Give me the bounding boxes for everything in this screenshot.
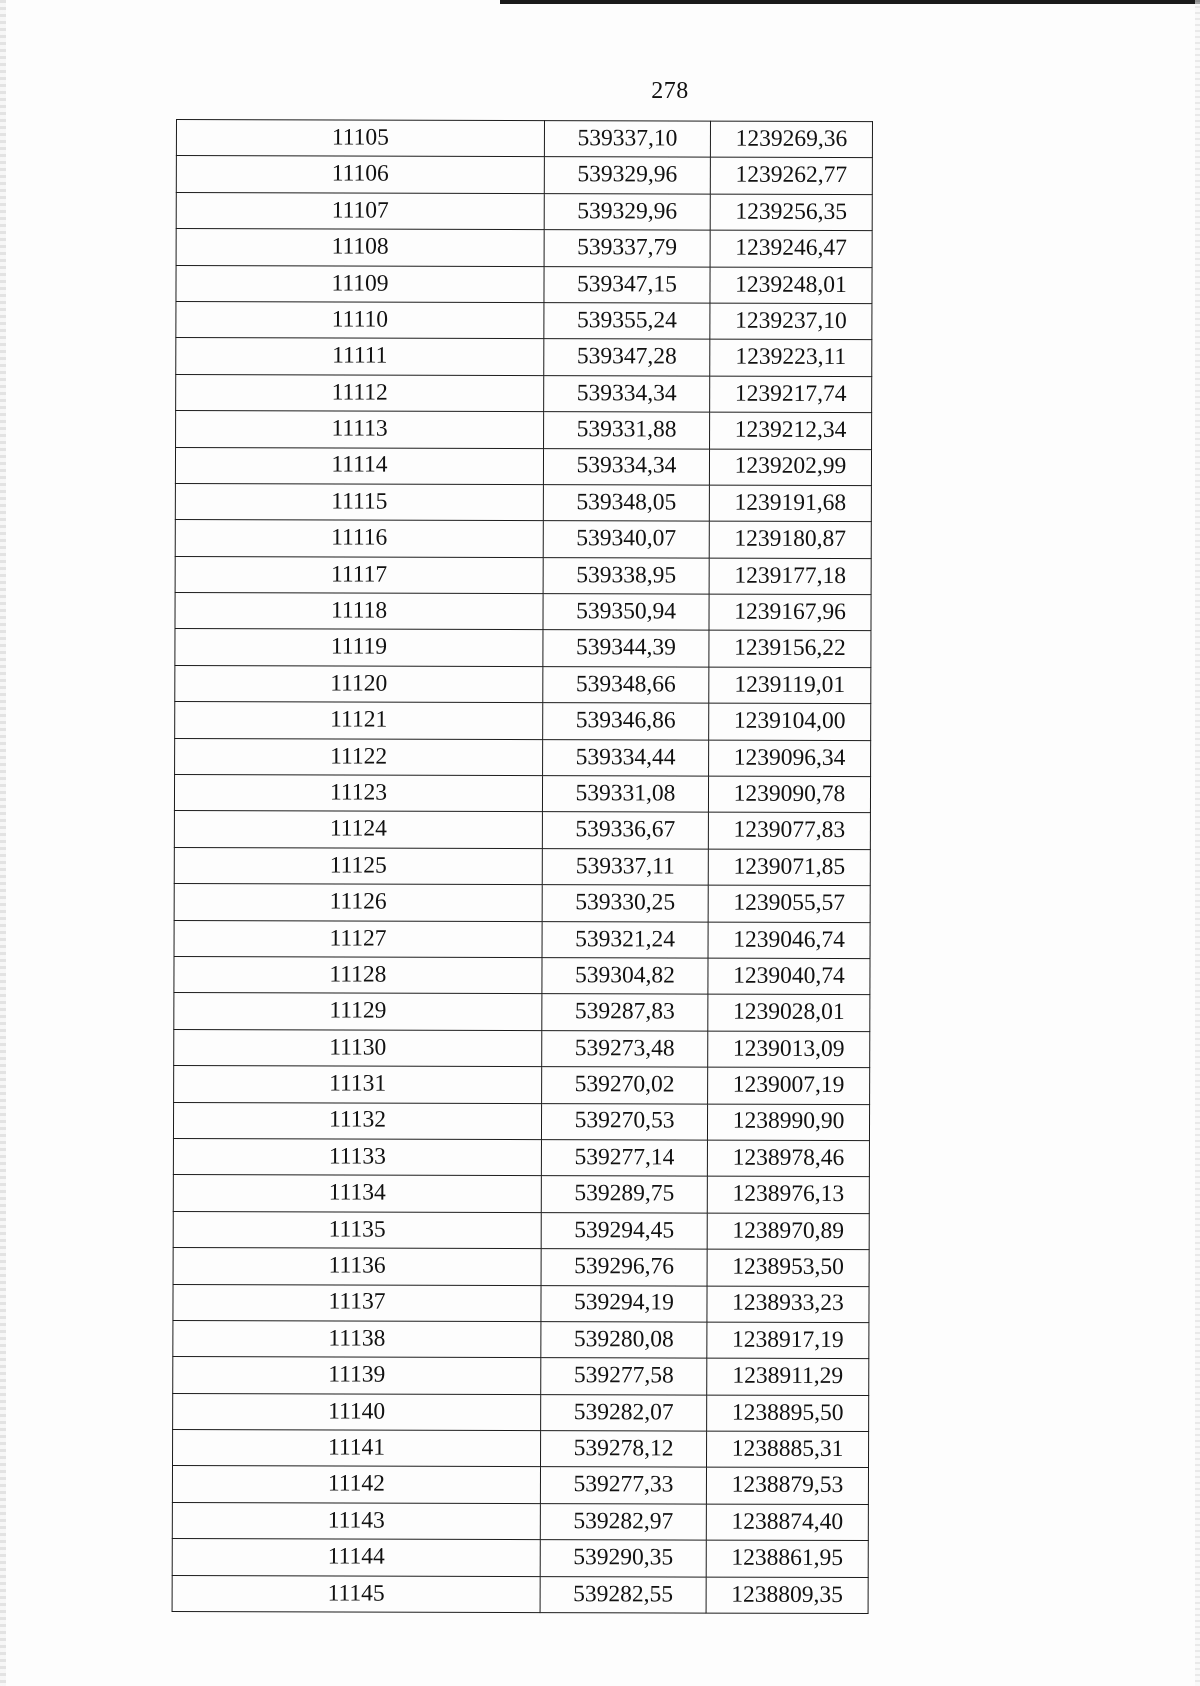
point-number-cell: 11112	[176, 374, 544, 411]
x-coordinate-cell: 539348,66	[543, 666, 709, 703]
coordinates-table	[172, 119, 873, 1614]
point-number-cell: 11108	[176, 229, 544, 266]
point-number-cell: 11122	[175, 738, 543, 775]
point-number-cell: 11111	[176, 338, 544, 375]
table-row	[175, 593, 871, 631]
point-number-cell: 11138	[173, 1320, 541, 1357]
point-number-cell: 11144	[172, 1539, 540, 1576]
table-row	[176, 156, 872, 194]
x-coordinate-cell: 539304,82	[542, 958, 708, 995]
y-coordinate-cell: 1239217,74	[710, 376, 872, 413]
point-number-cell: 11117	[175, 556, 543, 593]
x-coordinate-cell: 539270,53	[541, 1103, 707, 1140]
x-coordinate-cell: 539334,34	[544, 375, 710, 412]
x-coordinate-cell: 539329,96	[544, 193, 710, 230]
point-number-cell: 11133	[173, 1138, 541, 1175]
table-row	[173, 1284, 869, 1322]
y-coordinate-cell: 1239013,09	[708, 1031, 870, 1068]
scan-right-edge	[1195, 0, 1200, 1686]
y-coordinate-cell: 1238874,40	[706, 1504, 868, 1541]
table-row	[173, 1211, 869, 1249]
table-row	[173, 1138, 869, 1176]
point-number-cell: 11134	[173, 1175, 541, 1212]
table-row	[174, 920, 870, 958]
table-row	[176, 229, 872, 267]
y-coordinate-cell: 1239248,01	[710, 267, 872, 304]
y-coordinate-cell: 1239167,96	[709, 594, 871, 631]
x-coordinate-cell: 539287,83	[542, 994, 708, 1031]
point-number-cell: 11120	[175, 665, 543, 702]
table-row	[174, 811, 870, 849]
y-coordinate-cell: 1239040,74	[708, 958, 870, 995]
table-row	[175, 483, 871, 521]
x-coordinate-cell: 539338,95	[543, 557, 709, 594]
point-number-cell: 11113	[176, 411, 544, 448]
y-coordinate-cell: 1239096,34	[709, 740, 871, 777]
table-row	[174, 847, 870, 885]
y-coordinate-cell: 1239007,19	[708, 1067, 870, 1104]
point-number-cell: 11123	[174, 775, 542, 812]
y-coordinate-cell: 1238861,95	[706, 1540, 868, 1577]
table-row	[175, 447, 871, 485]
point-number-cell: 11106	[176, 156, 544, 193]
point-number-cell: 11109	[176, 265, 544, 302]
point-number-cell: 11124	[174, 811, 542, 848]
table-row	[174, 1029, 870, 1067]
y-coordinate-cell: 1238911,29	[707, 1358, 869, 1395]
y-coordinate-cell: 1239046,74	[708, 922, 870, 959]
y-coordinate-cell: 1238809,35	[706, 1577, 868, 1614]
x-coordinate-cell: 539296,76	[541, 1249, 707, 1286]
y-coordinate-cell: 1239077,83	[708, 813, 870, 850]
x-coordinate-cell: 539331,08	[542, 776, 708, 813]
point-number-cell: 11115	[175, 483, 543, 520]
y-coordinate-cell: 1239156,22	[709, 631, 871, 668]
point-number-cell: 11114	[175, 447, 543, 484]
table-row	[174, 775, 870, 813]
table-row	[175, 629, 871, 667]
table-row	[175, 520, 871, 558]
table-row	[174, 884, 870, 922]
x-coordinate-cell: 539329,96	[544, 157, 710, 194]
point-number-cell: 11126	[174, 884, 542, 921]
point-number-cell: 11105	[176, 120, 544, 157]
coordinates-table-body	[172, 120, 872, 1614]
x-coordinate-cell: 539321,24	[542, 921, 708, 958]
point-number-cell: 11129	[174, 993, 542, 1030]
point-number-cell: 11110	[176, 301, 544, 338]
point-number-cell: 11141	[173, 1430, 541, 1467]
x-coordinate-cell: 539336,67	[542, 812, 708, 849]
table-row	[173, 1175, 869, 1213]
y-coordinate-cell: 1238953,50	[707, 1249, 869, 1286]
table-row	[176, 265, 872, 303]
table-row	[173, 1248, 869, 1286]
table-row	[175, 665, 871, 703]
y-coordinate-cell: 1239090,78	[708, 776, 870, 813]
x-coordinate-cell: 539334,34	[543, 448, 709, 485]
x-coordinate-cell: 539350,94	[543, 594, 709, 631]
y-coordinate-cell: 1239180,87	[709, 521, 871, 558]
table-row	[176, 120, 872, 158]
table-row	[174, 956, 870, 994]
table-row	[173, 1102, 869, 1140]
x-coordinate-cell: 539331,88	[544, 412, 710, 449]
x-coordinate-cell: 539278,12	[541, 1431, 707, 1468]
table-row	[174, 1066, 870, 1104]
y-coordinate-cell: 1239177,18	[709, 558, 871, 595]
y-coordinate-cell: 1239246,47	[710, 230, 872, 267]
x-coordinate-cell: 539277,58	[541, 1358, 707, 1395]
table-row	[172, 1575, 868, 1613]
y-coordinate-cell: 1239119,01	[709, 667, 871, 704]
table-row	[176, 301, 872, 339]
x-coordinate-cell: 539290,35	[540, 1540, 706, 1577]
x-coordinate-cell: 539344,39	[543, 630, 709, 667]
point-number-cell: 11128	[174, 956, 542, 993]
point-number-cell: 11136	[173, 1248, 541, 1285]
y-coordinate-cell: 1238933,23	[707, 1286, 869, 1323]
x-coordinate-cell: 539277,33	[540, 1467, 706, 1504]
page-number: 278	[651, 78, 689, 104]
y-coordinate-cell: 1238917,19	[707, 1322, 869, 1359]
y-coordinate-cell: 1239262,77	[710, 157, 872, 194]
x-coordinate-cell: 539282,97	[540, 1503, 706, 1540]
x-coordinate-cell: 539277,14	[541, 1140, 707, 1177]
x-coordinate-cell: 539334,44	[543, 739, 709, 776]
point-number-cell: 11137	[173, 1284, 541, 1321]
x-coordinate-cell: 539346,86	[543, 703, 709, 740]
x-coordinate-cell: 539347,15	[544, 266, 710, 303]
y-coordinate-cell: 1238990,90	[707, 1104, 869, 1141]
point-number-cell: 11119	[175, 629, 543, 666]
x-coordinate-cell: 539280,08	[541, 1321, 707, 1358]
point-number-cell: 11116	[175, 520, 543, 557]
y-coordinate-cell: 1239256,35	[710, 194, 872, 231]
coordinates-table-container	[172, 119, 872, 1614]
x-coordinate-cell: 539347,28	[544, 339, 710, 376]
table-row	[173, 1320, 869, 1358]
table-row	[173, 1357, 869, 1395]
point-number-cell: 11139	[173, 1357, 541, 1394]
y-coordinate-cell: 1238976,13	[707, 1176, 869, 1213]
point-number-cell: 11107	[176, 192, 544, 229]
x-coordinate-cell: 539273,48	[542, 1030, 708, 1067]
x-coordinate-cell: 539337,11	[542, 848, 708, 885]
point-number-cell: 11143	[172, 1502, 540, 1539]
x-coordinate-cell: 539330,25	[542, 885, 708, 922]
point-number-cell: 11125	[174, 847, 542, 884]
point-number-cell: 11127	[174, 920, 542, 957]
table-row	[172, 1502, 868, 1540]
point-number-cell: 11118	[175, 593, 543, 630]
table-row	[175, 556, 871, 594]
x-coordinate-cell: 539270,02	[542, 1067, 708, 1104]
table-row	[176, 192, 872, 230]
table-row	[172, 1539, 868, 1577]
point-number-cell: 11130	[174, 1029, 542, 1066]
x-coordinate-cell: 539294,45	[541, 1212, 707, 1249]
table-row	[176, 338, 872, 376]
x-coordinate-cell: 539340,07	[543, 521, 709, 558]
y-coordinate-cell: 1239212,34	[710, 412, 872, 449]
x-coordinate-cell: 539282,55	[540, 1576, 706, 1613]
table-row	[173, 1393, 869, 1431]
y-coordinate-cell: 1239223,11	[710, 339, 872, 376]
scan-left-edge	[0, 0, 6, 1686]
y-coordinate-cell: 1238970,89	[707, 1213, 869, 1250]
top-border-rule	[500, 0, 1200, 4]
table-row	[176, 411, 872, 449]
point-number-cell: 11142	[172, 1466, 540, 1503]
y-coordinate-cell: 1239028,01	[708, 994, 870, 1031]
y-coordinate-cell: 1239202,99	[709, 449, 871, 486]
table-row	[172, 1466, 868, 1504]
x-coordinate-cell: 539282,07	[541, 1394, 707, 1431]
table-row	[173, 1430, 869, 1468]
x-coordinate-cell: 539337,10	[544, 121, 710, 158]
point-number-cell: 11145	[172, 1575, 540, 1612]
x-coordinate-cell: 539337,79	[544, 230, 710, 267]
y-coordinate-cell: 1239237,10	[710, 303, 872, 340]
point-number-cell: 11135	[173, 1211, 541, 1248]
y-coordinate-cell: 1239104,00	[709, 703, 871, 740]
x-coordinate-cell: 539294,19	[541, 1285, 707, 1322]
y-coordinate-cell: 1238885,31	[707, 1431, 869, 1468]
y-coordinate-cell: 1239191,68	[709, 485, 871, 522]
table-row	[175, 702, 871, 740]
y-coordinate-cell: 1238879,53	[706, 1468, 868, 1505]
table-row	[175, 738, 871, 776]
x-coordinate-cell: 539348,05	[543, 484, 709, 521]
y-coordinate-cell: 1239071,85	[708, 849, 870, 886]
y-coordinate-cell: 1238895,50	[707, 1395, 869, 1432]
x-coordinate-cell: 539355,24	[544, 303, 710, 340]
table-row	[176, 374, 872, 412]
y-coordinate-cell: 1239055,57	[708, 885, 870, 922]
y-coordinate-cell: 1238978,46	[707, 1140, 869, 1177]
table-row	[174, 993, 870, 1031]
x-coordinate-cell: 539289,75	[541, 1176, 707, 1213]
y-coordinate-cell: 1239269,36	[710, 121, 872, 158]
point-number-cell: 11140	[173, 1393, 541, 1430]
point-number-cell: 11121	[175, 702, 543, 739]
point-number-cell: 11131	[174, 1066, 542, 1103]
point-number-cell: 11132	[173, 1102, 541, 1139]
